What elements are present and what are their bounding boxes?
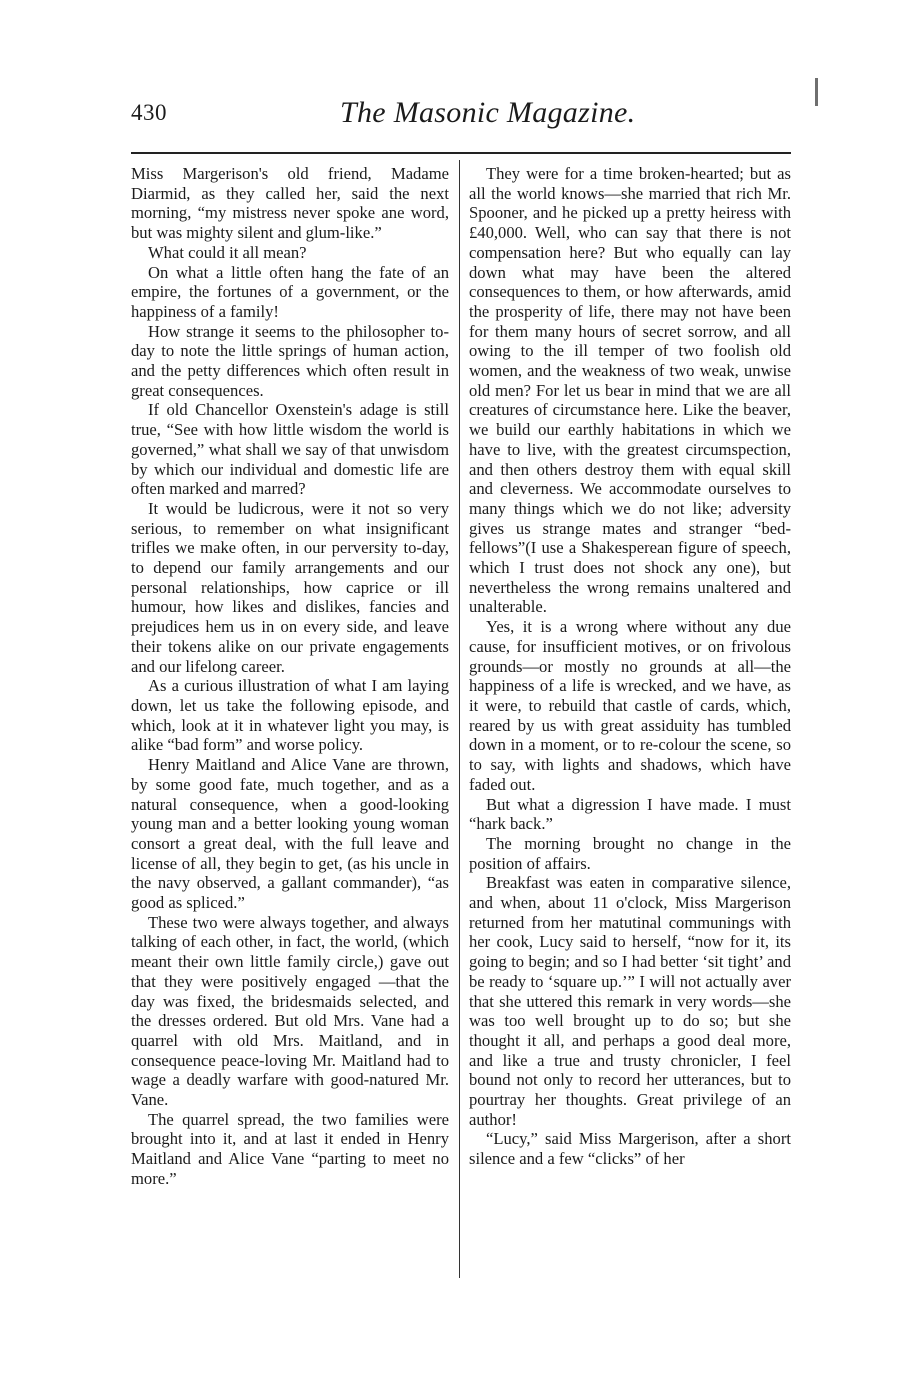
right-column <box>469 164 791 1169</box>
paragraph: What could it all mean? <box>148 242 307 262</box>
paragraph: It would be ludicrous, were it not so very serious, to remember on what insignificant trifles we make often, in our perversity to-day, to depend our family arrangements and our personal relationships, how caprice or ill humour, how likes and dislikes, fancies and prejudices hem us in on every side, and leave their tokens alike on our private engagements and our lifelong career. <box>131 498 449 676</box>
paragraph: “Lucy,” said Miss Margerison, after a short silence and a few “clicks” of her <box>469 1129 791 1169</box>
paragraph: Breakfast was eaten in comparative silence, and when, about 11 o'clock, Miss Margerison returned from her matutinal communings with her cook, Lucy said to herself, “now for it, its going to begin; and so I had better ‘sit tight’ and be ready to ‘square up.’” I will not actually aver that she uttered this remark in very words—she was too well brought up to do so; but she thought it all, and perhaps a good deal more, and like a true and trusty chronicler, I feel bound not only to record her utterances, but to pourtray her thoughts. Great privilege of an author! <box>469 873 791 1129</box>
paragraph: If old Chancellor Oxenstein's adage is still true, “See with how little wisdom the world is governed,” what shall we say of that unwisdom by which our individual and domestic life are often marked and marred? <box>131 400 449 499</box>
paragraph: Yes, it is a wrong where without any due cause, for insufficient motives, or on frivolous grounds—or mostly no grounds at all—the happiness of a life is wrecked, and we have, as it were, to rebuild that castle of cards, which, reared by us with great assiduity has tumbled down in a moment, or to re-colour the scene, so to say, with lights and shadows, which have faded out. <box>469 617 791 794</box>
paragraph: Miss Margerison's old friend, Madame Diarmid, as they called her, said the next morning, “my mistress never spoke ane word, but was mighty silent and glum-like.” <box>131 164 449 243</box>
paragraph: But what a digression I have made. I must “hark back.” <box>469 794 791 834</box>
paragraph: The quarrel spread, the two families were brought into it, and at last it ended in Henry Maitland and Alice Vane “parting to meet no more.” <box>131 1109 449 1188</box>
header-rule <box>131 152 791 154</box>
paragraph: They were for a time broken-hearted; but as all the world knows—she married that rich Mr. Spooner, and he picked up a pretty heiress with £40,000. Well, who can say that there is not compensation here? But who equally can lay down what may have been the altered consequences to them, or how afterwards, amid the prosperity of life, there may not have been for them many hours of secret sorrow, and all owing to the ill temper of two foolish old women, and the weakness of two weak, unwise old men? For let us bear in mind that we are all creatures of circumstance here. Like the beaver, we build our earthly habitations in which we have to live, with the greatest circumspection, and then others destroy them with equal skill and cleverness. We accommodate ourselves to many things which we do not like; adversity gives us strange mates and stranger “bed-fellows”(I use a Shakesperean figure of speech, which I trust does not shock any one), but nevertheless the wrong remains unaltered and unalterable. <box>469 164 791 617</box>
page-edge-mark <box>815 78 818 106</box>
left-column <box>131 164 449 1189</box>
magazine-title: The Masonic Magazine. <box>340 96 636 129</box>
paragraph: Henry Maitland and Alice Vane are thrown, by some good fate, much together, and as a natural consequence, when a good-looking young man and a better looking young woman consort a great deal, with the full leave and license of all, they begin to get, (as his uncle in the navy observed, a gallant commander), “as good as spliced.” <box>131 755 449 913</box>
paragraph: On what a little often hang the fate of an empire, the fortunes of a government, or the happiness of a family! <box>131 262 449 321</box>
paragraph: The morning brought no change in the position of affairs. <box>469 833 791 873</box>
page-number: 430 <box>131 100 167 125</box>
paragraph: As a curious illustration of what I am laying down, let us take the following episode, and which, look at it in whatever light you may, is alike “bad form” and worse policy. <box>131 676 449 755</box>
paragraph: These two were always together, and always talking of each other, in fact, the world, (which meant their own little family circle,) gave out that they were positively engaged —that the day was fixed, the bridesmaids selected, and the dresses ordered. But old Mrs. Vane had a quarrel with old Mrs. Maitland, and in consequence peace-loving Mr. Maitland had to wage a deadly warfare with good-natured Mr. Vane. <box>131 912 449 1110</box>
column-rule <box>459 160 460 1278</box>
paragraph: How strange it seems to the philosopher to-day to note the little springs of human action, and the petty differences which often result in great consequences. <box>131 321 449 400</box>
